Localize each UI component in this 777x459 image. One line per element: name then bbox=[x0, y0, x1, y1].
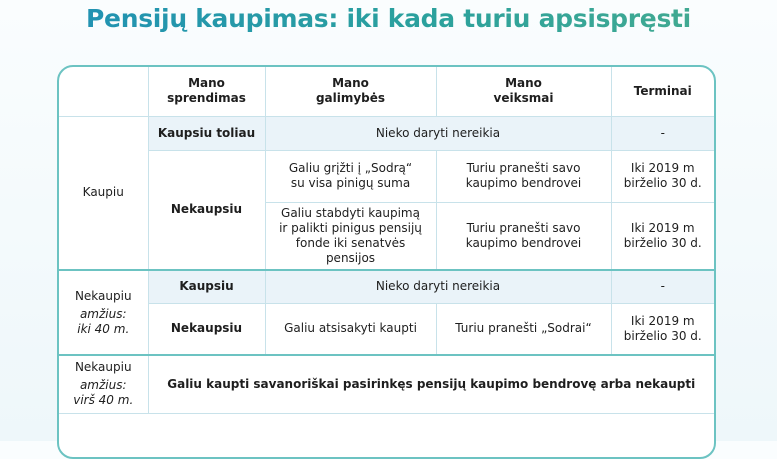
age-value: virš 40 m. bbox=[73, 393, 134, 408]
group-label-kaupiu: Kaupiu bbox=[59, 116, 148, 270]
header-decision-line2: sprendimas bbox=[167, 91, 246, 106]
decision-cell: Nekaupsiu bbox=[148, 150, 265, 270]
option-line: su visa pinigų suma bbox=[290, 176, 411, 190]
option-line: ir palikti pinigus pensijų bbox=[279, 220, 422, 235]
header-actions-line2: veiksmai bbox=[493, 91, 554, 106]
page-title: Pensijų kaupimas: iki kada turiu apsispręsti bbox=[0, 4, 777, 33]
header-options-line2: galimybės bbox=[315, 91, 386, 106]
decision-cell: Kaupsiu bbox=[148, 270, 265, 303]
action-cell bbox=[436, 202, 611, 270]
header-decision bbox=[148, 67, 265, 116]
header-decision-line1: Mano bbox=[188, 76, 225, 91]
term-cell bbox=[611, 202, 714, 270]
age-value: iki 40 m. bbox=[77, 321, 130, 336]
header-options-line1: Mano bbox=[332, 76, 369, 91]
decision-cell: Nekaupsiu bbox=[148, 303, 265, 355]
term-line: birželio 30 d. bbox=[623, 176, 702, 190]
table-row bbox=[59, 150, 714, 202]
action-line: kaupimo bendrovei bbox=[465, 235, 582, 250]
term-cell bbox=[611, 150, 714, 202]
table-header-row bbox=[59, 67, 714, 116]
term-cell: - bbox=[611, 116, 714, 150]
action-line: kaupimo bendrovei bbox=[465, 176, 582, 190]
option-line: Galiu grįžti į „Sodrą“ bbox=[288, 161, 413, 175]
term-line: birželio 30 d. bbox=[623, 328, 702, 343]
header-empty-cell bbox=[59, 67, 148, 116]
action-line: Turiu pranešti savo bbox=[466, 220, 581, 235]
term-cell bbox=[611, 303, 714, 355]
option-cell: Galiu atsisakyti kaupti bbox=[265, 303, 436, 355]
term-line: Iki 2019 m bbox=[630, 313, 695, 328]
option-line: Galiu stabdyti kaupimą bbox=[281, 205, 420, 220]
group-label-text: Nekaupiu bbox=[74, 360, 132, 375]
header-deadlines: Terminai bbox=[611, 67, 714, 116]
term-line: Iki 2019 m bbox=[630, 220, 695, 235]
action-cell bbox=[436, 150, 611, 202]
pension-decision-table bbox=[59, 67, 714, 414]
header-actions bbox=[436, 67, 611, 116]
table-row bbox=[59, 116, 714, 150]
option-cell bbox=[265, 150, 436, 202]
group-label-text: Nekaupiu bbox=[74, 288, 132, 303]
option-cell bbox=[265, 202, 436, 270]
action-cell: Turiu pranešti „Sodrai“ bbox=[436, 303, 611, 355]
merged-option-cell: Nieko daryti nereikia bbox=[265, 116, 611, 150]
pension-table-frame bbox=[57, 65, 716, 459]
header-options bbox=[265, 67, 436, 116]
merged-option-cell: Nieko daryti nereikia bbox=[265, 270, 611, 303]
option-line: fonde iki senatvės pensijos bbox=[295, 235, 406, 265]
table-row bbox=[59, 303, 714, 355]
action-line: Turiu pranešti savo bbox=[466, 161, 581, 175]
table-row bbox=[59, 355, 714, 413]
term-cell: - bbox=[611, 270, 714, 303]
table-row bbox=[59, 270, 714, 303]
age-label: amžius: bbox=[79, 378, 127, 393]
term-line: Iki 2019 m bbox=[630, 161, 695, 175]
header-actions-line1: Mano bbox=[505, 76, 542, 91]
group-label-nekaupiu-under-40 bbox=[59, 270, 148, 355]
age-label: amžius: bbox=[79, 306, 127, 321]
group-label-nekaupiu-over-40 bbox=[59, 355, 148, 413]
decision-cell: Kaupsiu toliau bbox=[148, 116, 265, 150]
term-line: birželio 30 d. bbox=[623, 235, 702, 250]
merged-voluntary-cell: Galiu kaupti savanoriškai pasirinkęs pensijų kaupimo bendrovę arba nekaupti bbox=[148, 355, 714, 413]
